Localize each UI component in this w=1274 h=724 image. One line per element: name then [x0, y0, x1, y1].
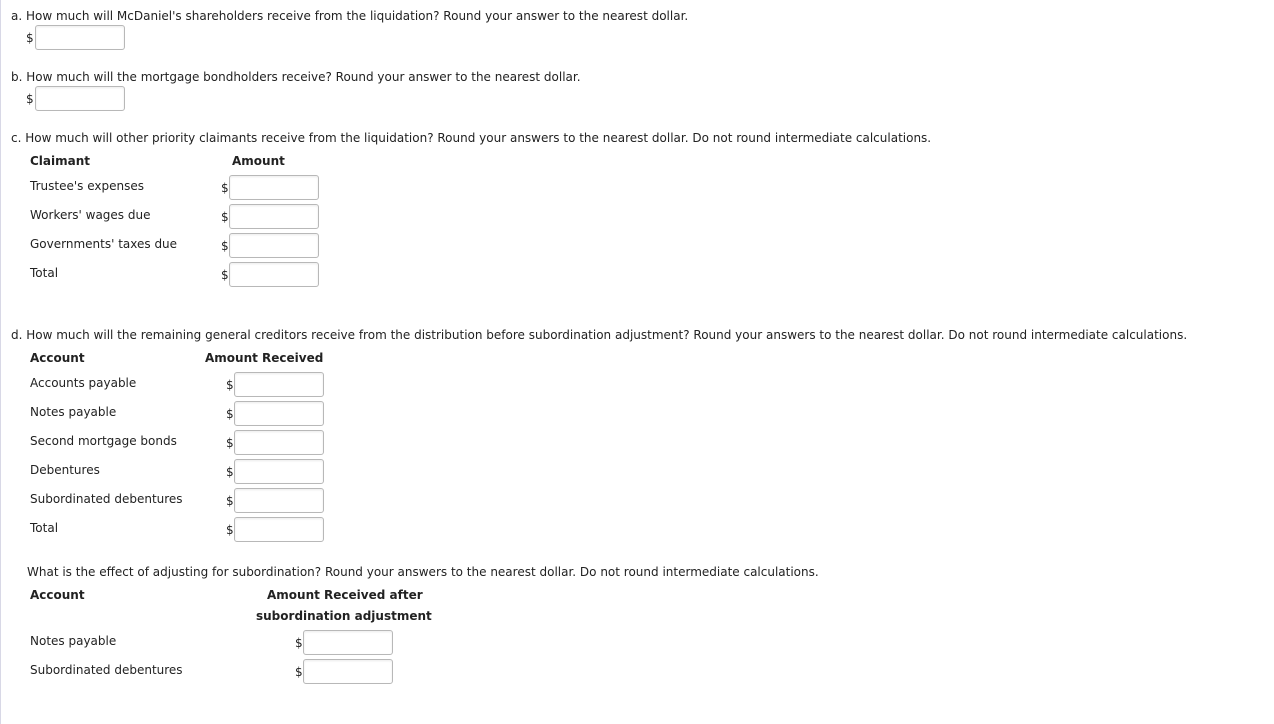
account-column-header: Account [30, 351, 85, 365]
currency-symbol: $ [26, 31, 34, 45]
currency-symbol: $ [221, 239, 229, 253]
account-label-subordinated-debentures: Subordinated debentures [30, 492, 183, 506]
currency-symbol: $ [226, 523, 234, 537]
currency-symbol: $ [226, 407, 234, 421]
claimant-column-header: Claimant [30, 154, 91, 168]
debentures-input[interactable] [234, 459, 324, 484]
account-column-header: Account [30, 588, 85, 602]
priority-total-input[interactable] [229, 262, 319, 287]
currency-symbol: $ [26, 92, 34, 106]
notes-payable-input[interactable] [234, 401, 324, 426]
currency-symbol: $ [221, 210, 229, 224]
account-label-notes-payable: Notes payable [30, 634, 117, 648]
currency-symbol: $ [221, 181, 229, 195]
amount-after-adjustment-header-line1: Amount Received after [267, 588, 423, 602]
account-label-notes-payable: Notes payable [30, 405, 117, 419]
amount-after-adjustment-header-line2: subordination adjustment [256, 609, 432, 623]
shareholders-amount-input[interactable] [35, 25, 125, 50]
currency-symbol: $ [295, 665, 303, 679]
general-creditors-total-input[interactable] [234, 517, 324, 542]
claimant-label-total: Total [30, 266, 59, 280]
account-label-second-mortgage-bonds: Second mortgage bonds [30, 434, 177, 448]
question-c-text: c. How much will other priority claimants receive from the liquidation? Round your answers to the nearest dollar. Do not round intermediate calculations. [11, 131, 932, 145]
mortgage-bondholders-amount-input[interactable] [35, 86, 125, 111]
claimant-label-workers-wages: Workers' wages due [30, 208, 151, 222]
second-mortgage-bonds-input[interactable] [234, 430, 324, 455]
question-a-text: a. How much will McDaniel's shareholders receive from the liquidation? Round your answer to the nearest dollar. [11, 9, 689, 23]
accounts-payable-input[interactable] [234, 372, 324, 397]
claimant-label-governments-taxes: Governments' taxes due [30, 237, 178, 251]
currency-symbol: $ [226, 378, 234, 392]
account-label-total: Total [30, 521, 59, 535]
claimant-label-trustees-expenses: Trustee's expenses [30, 179, 144, 193]
account-label-subordinated-debentures: Subordinated debentures [30, 663, 183, 677]
account-label-accounts-payable: Accounts payable [30, 376, 137, 390]
currency-symbol: $ [295, 636, 303, 650]
governments-taxes-input[interactable] [229, 233, 319, 258]
amount-column-header: Amount [232, 154, 285, 168]
question-subordination-text: What is the effect of adjusting for subordination? Round your answers to the nearest dollar. Do not round intermediate calculations. [27, 565, 819, 579]
account-label-debentures: Debentures [30, 463, 100, 477]
currency-symbol: $ [221, 268, 229, 282]
subordinated-debentures-input[interactable] [234, 488, 324, 513]
question-d-text: d. How much will the remaining general creditors receive from the distribution before subordination adjustment? Round your answers to the nearest dollar. Do not round intermediate calculations. [11, 328, 1188, 342]
notes-payable-after-adjustment-input[interactable] [303, 630, 393, 655]
subordinated-debentures-after-adjustment-input[interactable] [303, 659, 393, 684]
currency-symbol: $ [226, 465, 234, 479]
trustees-expenses-input[interactable] [229, 175, 319, 200]
currency-symbol: $ [226, 494, 234, 508]
currency-symbol: $ [226, 436, 234, 450]
question-b-text: b. How much will the mortgage bondholders receive? Round your answer to the nearest dollar. [11, 70, 581, 84]
workers-wages-input[interactable] [229, 204, 319, 229]
amount-received-column-header: Amount Received [205, 351, 324, 365]
